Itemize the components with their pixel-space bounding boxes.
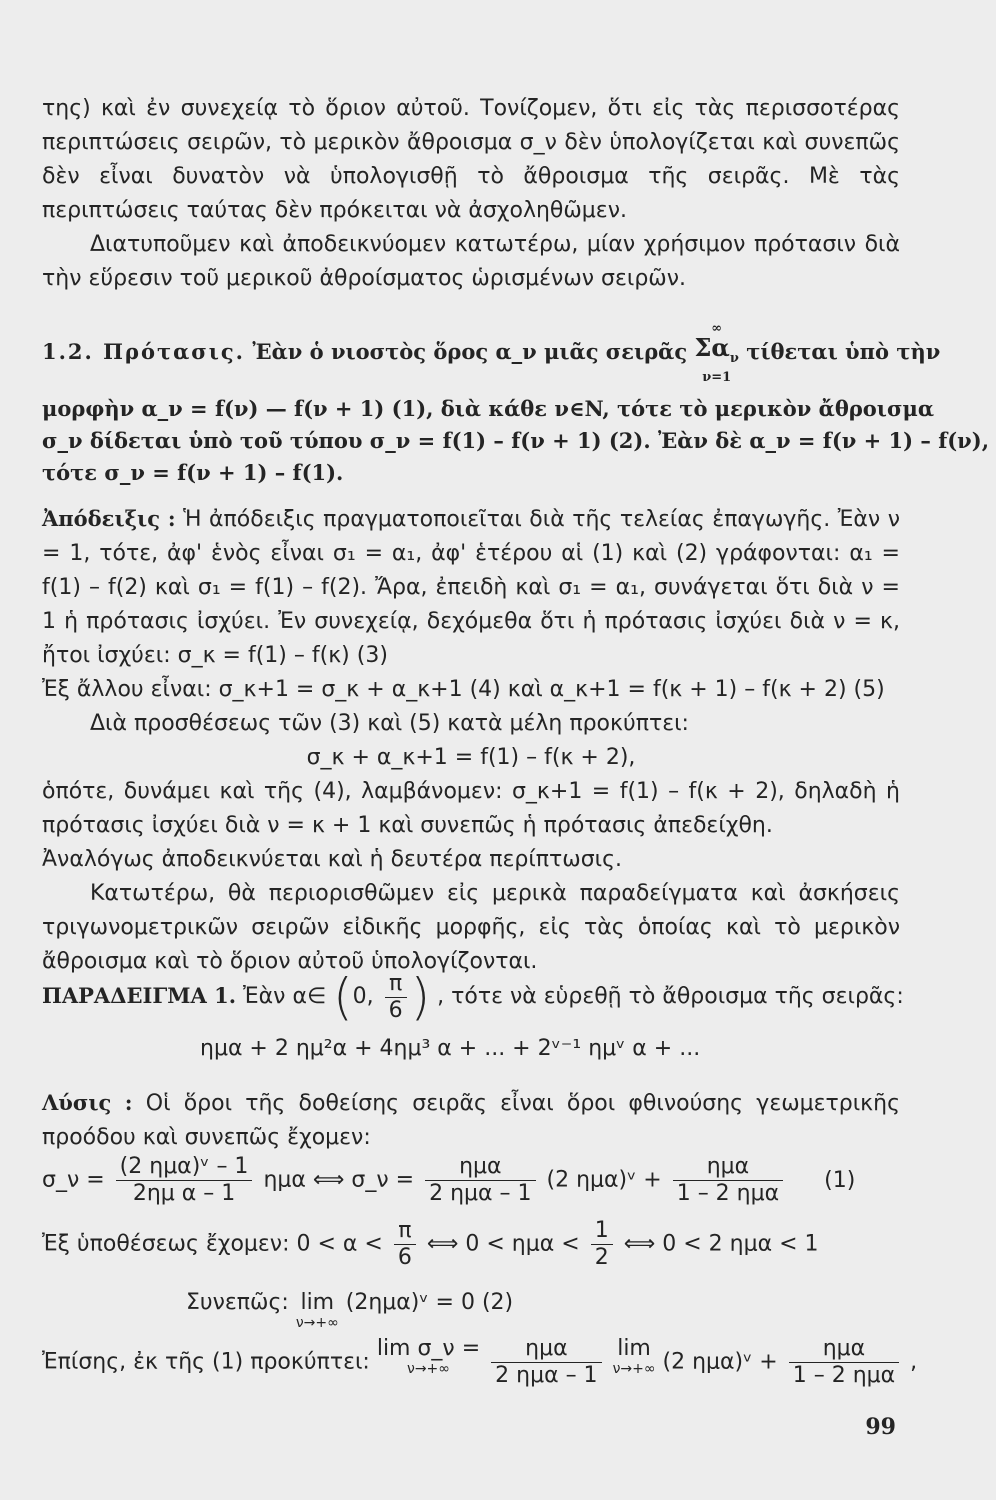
proposition-1-2 <box>42 321 989 489</box>
paragraph-2: Διατυποῦμεν καὶ ἀποδεικνύομεν κατωτέρω, μίαν χρήσιμον πρότασιν διὰ τὴν εὕρεσιν τοῦ μερικοῦ ἀθροίσματος ὡρισμένων σειρῶν. <box>42 232 900 291</box>
solution-text: Οἱ ὅροι τῆς δοθείσης σειρᾶς εἶναι ὅροι φθινούσης γεωμετρικῆς προόδου καὶ συνεπῶς ἔχομεν: <box>42 1091 900 1150</box>
proposition-text-a: Ἐὰν ὁ νιοστὸς ὅρος α_ν μιᾶς σειρᾶς <box>252 338 688 364</box>
pi-over-6: $\frac{\pi}{6}$ <box>385 971 407 1024</box>
solution-section <box>42 1086 900 1155</box>
proposition-line-2: μορφὴν α_ν = f(ν) — f(ν + 1) (1), διὰ κάθε ν∈N, τότε τὸ μερικὸν ἄθροισμα <box>42 395 934 421</box>
page-number: 99 <box>865 1414 896 1440</box>
proof-line-5: Ἐξ ἄλλου εἶναι: σ_κ+1 = σ_κ + α_κ+1 (4) καὶ α_κ+1 = f(κ + 1) – f(κ + 2) (5) <box>42 677 885 702</box>
limit-line: Ἐπίσης, ἐκ τῆς (1) προκύπτει: lim σ_ν = ν→+∞ $\frac{\text{ημα}}{\text{2 ημα – 1}}$ lim ν→+∞ (2 ημα)ᵛ + $\frac{\text{ημα}}{\text{1 – 2 ημα}}$ , <box>42 1336 918 1388</box>
proposition-label: 1.2. Πρότασις. <box>42 338 245 364</box>
paragraph-1: της) καὶ ἐν συνεχείᾳ τὸ ὅριον αὐτοῦ. Τονίζομεν, ὅτι εἰς τὰς περισσοτέρας περιπτώσεις σειρῶν, τὸ μερικὸν ἄθροισμα σ_ν δὲν ὑπολογίζεται καὶ συνεπῶς δὲν εἶναι δυνατὸν νὰ ὑπολογισθῇ τὸ ἄθροισμα τῆς σειρᾶς. Μὲ τὰς περιπτώσεις ταύτας δὲν πρόκειται νὰ ἀσχοληθῶμεν. <box>42 96 900 223</box>
hypothesis-line: Ἐξ ὑποθέσεως ἔχομεν: 0 < α < $\frac{\pi}{6}$ ⟺ 0 < ημα < $\frac{1}{2}$ ⟺ 0 < 2 ημα < 1 <box>42 1218 819 1270</box>
example-text-b: , τότε νὰ εὑρεθῇ τὸ ἄθροισμα τῆς σειρᾶς: <box>437 984 904 1009</box>
proof-equation: σ_κ + α_κ+1 = f(1) – f(κ + 2), <box>306 745 636 770</box>
example-text-a: Ἐὰν α∈ <box>243 984 327 1009</box>
proof-line-6: Διὰ προσθέσεως τῶν (3) καὶ (5) κατὰ μέλη προκύπτει: <box>90 711 689 736</box>
proposition-text-b: τίθεται ὑπὸ τὴν <box>746 338 941 364</box>
proof-rest: ὁπότε, δυνάμει καὶ τῆς (4), λαμβάνομεν: σ_κ+1 = f(1) – f(κ + 2), δηλαδὴ ἡ πρότασις ἰσχύει διὰ ν = κ + 1 καὶ συνεπῶς ἡ πρότασις ἀπεδείχθη. <box>42 779 900 838</box>
proposition-line-3: σ_ν δίδεται ὑπὸ τοῦ τύπου σ_ν = f(1) – f(ν + 1) (2). Ἐὰν δὲ α_ν = f(ν + 1) – f(ν), <box>42 427 989 453</box>
equation-1: σ_ν = $\frac{\text{(2 ημα)ᵛ – 1}}{\text{2ημ α – 1}}$ ημα ⟺ σ_ν = $\frac{\text{ημα}}{\text{2 ημα – 1}}$ (2 ημα)ᵛ + $\frac{\text{ημα}}{\text{1 – 2 ημα}}$ (1) <box>42 1154 856 1206</box>
example-1-heading: ΠΑΡΑΔΕΙΓΜΑ 1. Ἐὰν α∈ (0, $\frac{\pi}{6}$ ) , τότε νὰ εὑρεθῇ τὸ ἄθροισμα τῆς σειρᾶς: <box>42 968 904 1026</box>
proof-text: Ἡ ἀπόδειξις πραγματοποιεῖται διὰ τῆς τελείας ἐπαγωγῆς. Ἐὰν ν = 1, τότε, ἀφ' ἑνὸς εἶναι σ₁ = α₁, ἀφ' ἑτέρου αἱ (1) καὶ (2) γράφονται: α₁ = f(1) – f(2) καὶ σ₁ = f(1) – f(2). Ἄρα, ἐπειδὴ καὶ σ₁ = α₁, συνάγεται ὅτι διὰ ν = 1 ἡ πρότασις ἰσχύει. Ἐν συνεχείᾳ, δεχόμεθα ὅτι ἡ πρότασις ἰσχύει διὰ ν = κ, ἤτοι ἰσχύει: σ_κ = f(1) – f(κ) (3) <box>42 507 900 668</box>
proof-analog: Ἀναλόγως ἀποδεικνύεται καὶ ἡ δευτέρα περίπτωσις. <box>42 847 623 872</box>
proof-label: Ἀπόδειξις : <box>42 506 176 531</box>
series-expression: ημα + 2 ημ²α + 4ημ³ α + ... + 2ᵛ⁻¹ ημᵛ α + ... <box>200 1036 701 1061</box>
proposition-line-4: τότε σ_ν = f(ν + 1) – f(1). <box>42 459 344 485</box>
proof-section <box>42 502 900 979</box>
example-label: ΠΑΡΑΔΕΙΓΜΑ 1. <box>42 983 237 1008</box>
intro-section <box>42 92 900 296</box>
paragraph-3: Κατωτέρω, θὰ περιορισθῶμεν εἰς μερικὰ παραδείγματα καὶ ἀσκήσεις τριγωνομετρικῶν σειρῶν εἰδικῆς μορφῆς, εἰς τὰς ὁποίας καὶ τὸ μερικὸν ἄθροισμα καὶ τὸ ὅριον αὐτοῦ ὑπολογίζονται. <box>42 881 900 974</box>
solution-label: Λύσις : <box>42 1090 133 1115</box>
sum-symbol: ∞ $\Sigma\alpha_\nu$ ν=1 <box>694 321 739 385</box>
consequently-line: Συνεπῶς: lim ν→+∞ (2ημα)ᵛ = 0 (2) <box>186 1290 514 1331</box>
